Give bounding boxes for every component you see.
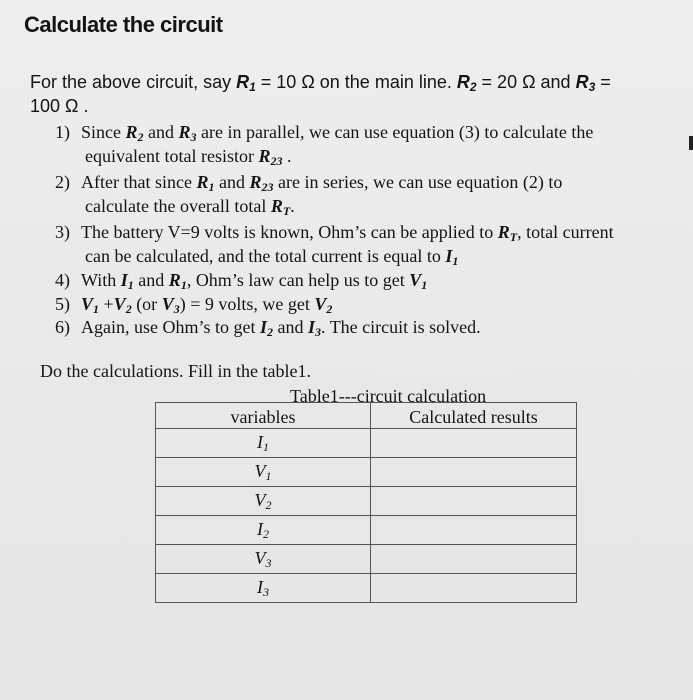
step-number: 2)	[55, 172, 70, 192]
text-run: After that since	[81, 172, 197, 192]
result-cell[interactable]	[371, 574, 577, 603]
table-caption: Table1---circuit calculation	[290, 386, 487, 406]
result-cell[interactable]	[371, 458, 577, 487]
text-run: = 10 Ω on the main line.	[255, 72, 457, 92]
edge-marker	[689, 136, 693, 150]
math-symbol: $V_2$	[113, 294, 132, 316]
step-2-line-2	[85, 196, 295, 221]
math-symbol: $I_1$	[120, 270, 134, 292]
math-symbol: $V_1$	[409, 270, 428, 292]
text-run: Since	[81, 122, 126, 142]
math-symbol: $R_2$	[456, 72, 477, 94]
math-symbol: $R_{23}$	[249, 172, 274, 194]
step-number: 1)	[55, 122, 70, 142]
step-number: 6)	[55, 317, 70, 337]
variable-cell: $I_3$	[156, 574, 371, 603]
text-run: .	[290, 196, 295, 216]
text-run: = 20 Ω and	[476, 72, 576, 92]
variable-cell: $I_2$	[156, 516, 371, 545]
math-symbol: $I_3$	[308, 317, 322, 339]
text-run: ) = 9 volts, we get	[179, 294, 315, 314]
text-run: Again, use Ohm’s to get	[81, 317, 260, 337]
text-run: , total current	[517, 222, 614, 242]
math-symbol: $I_1$	[445, 246, 459, 268]
math-symbol: $R_{23}$	[258, 146, 283, 168]
result-cell[interactable]	[371, 516, 577, 545]
page-title: Calculate the circuit	[24, 12, 223, 37]
math-symbol: $R_3$	[178, 122, 197, 144]
step-6-line-1	[55, 317, 481, 342]
text-run: . The circuit is solved.	[321, 317, 481, 337]
step-1-line-2	[85, 146, 291, 171]
text-run: 100 Ω .	[30, 96, 89, 116]
math-symbol: $I_2$	[259, 317, 273, 339]
instruction-text: Do the calculations. Fill in the table1.	[40, 361, 311, 381]
math-symbol: $R_1$	[168, 270, 187, 292]
text-run: equivalent total resistor	[85, 146, 259, 166]
math-symbol: $V_1$	[81, 294, 100, 316]
intro-line-1	[30, 72, 611, 97]
math-symbol: $R_1$	[196, 172, 215, 194]
step-number: 3)	[55, 222, 70, 242]
step-number: 5)	[55, 294, 70, 314]
math-symbol: $R_T$	[270, 196, 291, 218]
step-5-line-1	[55, 294, 332, 319]
text-run: For the above circuit, say	[30, 72, 237, 92]
result-cell[interactable]	[371, 429, 577, 458]
text-run: and	[273, 317, 308, 337]
text-run: =	[595, 72, 611, 92]
step-3-line-2	[85, 246, 458, 271]
math-symbol: $R_1$	[236, 72, 256, 94]
math-symbol: $V_2$	[314, 294, 333, 316]
text-run: .	[282, 146, 292, 166]
text-run: With	[81, 270, 121, 290]
math-symbol: $R_3$	[575, 72, 596, 94]
math-symbol: $R_2$	[125, 122, 144, 144]
table-row	[156, 516, 577, 545]
step-1-line-1	[55, 122, 593, 147]
text-run: are in series, we can use equation (2) to	[273, 172, 563, 192]
math-symbol: $R_T$	[497, 222, 518, 244]
result-cell[interactable]	[371, 487, 577, 516]
text-run: and	[214, 172, 250, 192]
result-cell[interactable]	[371, 545, 577, 574]
table-row	[156, 429, 577, 458]
intro-line-2	[30, 96, 89, 116]
text-run: The battery V=9 volts is known, Ohm’s can be applied to	[81, 222, 498, 242]
text-run: can be calculated, and the total current is equal to	[85, 246, 446, 266]
step-2-line-1	[55, 172, 562, 197]
step-4-line-1	[55, 270, 427, 295]
variable-cell: $V_3$	[156, 545, 371, 574]
text-run: are in parallel, we can use equation (3) to calculate the	[196, 122, 594, 142]
circuit-calculation-table	[155, 402, 577, 603]
step-3-line-1	[55, 222, 614, 247]
table-row	[156, 458, 577, 487]
variable-cell: $V_1$	[156, 458, 371, 487]
variable-cell: $V_2$	[156, 487, 371, 516]
header-calculated-results: Calculated results	[371, 403, 577, 429]
table-header-row	[156, 403, 577, 429]
text-run: and	[133, 270, 169, 290]
text-run: +	[99, 294, 114, 314]
table-row	[156, 545, 577, 574]
header-variables: variables	[156, 403, 371, 429]
table-row	[156, 487, 577, 516]
math-symbol: $V_3$	[161, 294, 180, 316]
text-run: , Ohm’s law can help us to get	[186, 270, 410, 290]
step-number: 4)	[55, 270, 70, 290]
table-row	[156, 574, 577, 603]
text-run: and	[143, 122, 179, 142]
text-run: (or	[131, 294, 162, 314]
text-run: calculate the overall total	[85, 196, 271, 216]
variable-cell: $I_1$	[156, 429, 371, 458]
